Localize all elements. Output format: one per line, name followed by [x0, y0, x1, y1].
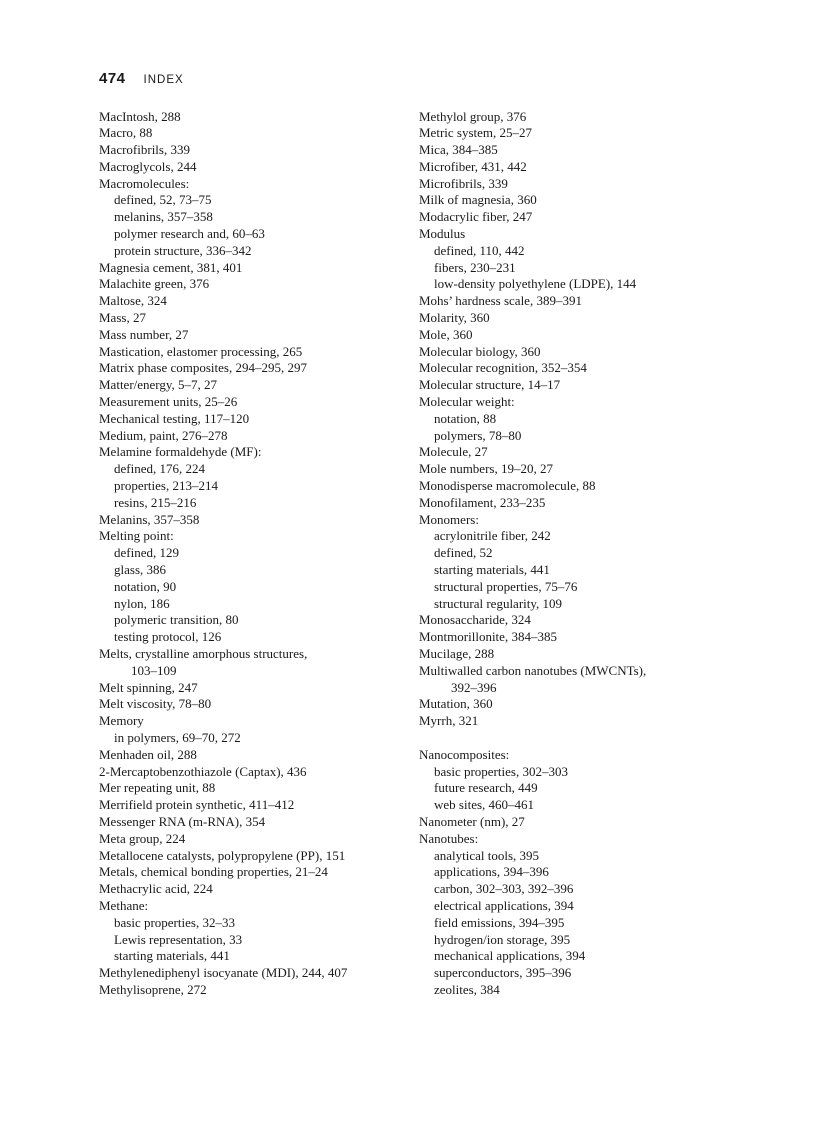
index-subentry: electrical applications, 394	[434, 897, 574, 913]
index-entry: Melts, crystalline amorphous structures,	[99, 646, 308, 661]
index-entry: Memory	[99, 713, 144, 729]
index-entry: Mole, 360	[419, 326, 473, 342]
index-entry: 2-Mercaptobenzothiazole (Captax), 436	[99, 763, 307, 779]
index-entry: Methylenediphenyl isocyanate (MDI), 244, 407	[99, 965, 348, 981]
index-subentry: defined, 110, 442	[434, 242, 525, 258]
running-header	[99, 70, 184, 90]
index-entry: Matter/energy, 5–7, 27	[99, 377, 218, 393]
index-entry: Microfiber, 431, 442	[419, 158, 527, 174]
index-entry: Melanins, 357–358	[99, 511, 200, 527]
index-entry: Metals, chemical bonding properties, 21–24	[99, 864, 328, 880]
index-entry: Molecular weight:	[419, 394, 515, 410]
index-entry: Measurement units, 25–26	[99, 394, 238, 410]
index-subentry: web sites, 460–461	[434, 797, 535, 813]
index-subentry: defined, 176, 224	[114, 461, 205, 477]
index-entry: Microfibrils, 339	[419, 175, 508, 191]
index-entry: Matrix phase composites, 294–295, 297	[99, 360, 307, 376]
index-entry-continuation: 392–396	[451, 679, 497, 695]
index-entry: MacIntosh, 288	[99, 108, 181, 124]
index-subentry: properties, 213–214	[114, 478, 218, 494]
index-entry: Mass number, 27	[99, 326, 189, 342]
index-entry: Monosaccharide, 324	[419, 612, 531, 628]
index-entry: Mer repeating unit, 88	[99, 780, 216, 796]
index-subentry: acrylonitrile fiber, 242	[434, 528, 551, 544]
index-entry: Modulus	[419, 226, 466, 242]
index-entry: Melamine formaldehyde (MF):	[99, 444, 262, 460]
index-entry: Methylisoprene, 272	[99, 981, 207, 997]
index-entry: Mechanical testing, 117–120	[99, 410, 250, 426]
index-subentry: notation, 90	[114, 578, 177, 594]
index-entry: Menhaden oil, 288	[99, 746, 197, 762]
index-subentry: future research, 449	[434, 780, 538, 796]
index-entry: Macro, 88	[99, 125, 153, 141]
index-subentry: superconductors, 395–396	[434, 965, 572, 981]
index-entry: Molecular biology, 360	[419, 343, 541, 359]
index-entry: Mucilage, 288	[419, 646, 495, 661]
index-entry: Milk of magnesia, 360	[419, 192, 537, 208]
index-entry: Macrofibrils, 339	[99, 142, 190, 158]
index-subentry: analytical tools, 395	[434, 847, 540, 863]
index-entry: Monofilament, 233–235	[419, 494, 546, 510]
index-entry: Macromolecules:	[99, 175, 190, 191]
index-subentry: protein structure, 336–342	[114, 242, 252, 258]
index-entry: Maltose, 324	[99, 293, 167, 309]
index-entry: Mass, 27	[99, 310, 146, 326]
index-entry: Methylol group, 376	[419, 108, 527, 124]
index-subentry: carbon, 302–303, 392–396	[434, 881, 574, 897]
index-entry-continuation: 103–109	[131, 662, 177, 678]
index-subentry: starting materials, 441	[434, 562, 550, 578]
index-entry: Magnesia cement, 381, 401	[99, 259, 243, 275]
index-entry: Mutation, 360	[419, 696, 493, 712]
index-subentry: Lewis representation, 33	[114, 931, 243, 947]
index-column-right	[419, 109, 719, 999]
index-entry: Meta group, 224	[99, 830, 186, 846]
index-subentry: resins, 215–216	[114, 494, 197, 510]
index-entry: Nanotubes:	[419, 830, 479, 846]
index-subentry: mechanical applications, 394	[434, 948, 586, 964]
page-number: 474	[99, 70, 126, 87]
index-entry: Molecular recognition, 352–354	[419, 360, 587, 376]
index-subentry: zeolites, 384	[434, 981, 500, 997]
index-subentry: testing protocol, 126	[114, 629, 222, 645]
index-entry: Melting point:	[99, 528, 174, 544]
index-subentry: defined, 129	[114, 545, 179, 561]
index-entry: Mole numbers, 19–20, 27	[419, 461, 553, 477]
section-title: INDEX	[143, 74, 184, 86]
index-subentry: nylon, 186	[114, 595, 170, 611]
index-entry: Modacrylic fiber, 247	[419, 209, 533, 225]
index-subentry: basic properties, 32–33	[114, 914, 235, 930]
index-entry: Molecule, 27	[419, 444, 488, 460]
index-subentry: structural regularity, 109	[434, 595, 563, 611]
index-subentry: melanins, 357–358	[114, 209, 213, 225]
index-subentry: applications, 394–396	[434, 864, 549, 880]
index-subentry: basic properties, 302–303	[434, 763, 568, 779]
index-entry: Messenger RNA (m-RNA), 354	[99, 813, 266, 829]
index-entry: Monodisperse macromolecule, 88	[419, 478, 596, 494]
index-entry: Merrifield protein synthetic, 411–412	[99, 797, 295, 813]
index-subentry: hydrogen/ion storage, 395	[434, 931, 571, 947]
index-subentry: defined, 52, 73–75	[114, 192, 212, 208]
index-entry: Metallocene catalysts, polypropylene (PP), 151	[99, 847, 346, 863]
index-entry: Medium, paint, 276–278	[99, 427, 228, 443]
index-entry: Methacrylic acid, 224	[99, 881, 213, 897]
index-entry: Nanometer (nm), 27	[419, 813, 525, 829]
index-entry: Metric system, 25–27	[419, 125, 533, 141]
index-entry: Molarity, 360	[419, 310, 490, 326]
index-entry: Mohs’ hardness scale, 389–391	[419, 293, 582, 309]
index-entry: Malachite green, 376	[99, 276, 210, 292]
index-entry: Methane:	[99, 897, 149, 913]
index-entry: Melt viscosity, 78–80	[99, 696, 212, 712]
index-subentry: low-density polyethylene (LDPE), 144	[434, 276, 637, 292]
index-subentry: glass, 386	[114, 562, 166, 578]
index-subentry: field emissions, 394–395	[434, 914, 565, 930]
index-subentry: structural properties, 75–76	[434, 578, 578, 594]
index-subentry: notation, 88	[434, 410, 497, 426]
index-entry: Monomers:	[419, 511, 479, 527]
index-subentry: polymeric transition, 80	[114, 612, 239, 628]
index-entry: Myrrh, 321	[419, 713, 479, 729]
section-gap	[419, 730, 719, 747]
index-subentry: starting materials, 441	[114, 948, 230, 964]
index-subentry: defined, 52	[434, 545, 493, 561]
index-entry: Macroglycols, 244	[99, 158, 197, 174]
index-entry: Montmorillonite, 384–385	[419, 629, 557, 645]
index-subentry: fibers, 230–231	[434, 259, 516, 275]
index-subentry: in polymers, 69–70, 272	[114, 729, 241, 745]
index-entry: Molecular structure, 14–17	[419, 377, 561, 393]
index-entry: Mastication, elastomer processing, 265	[99, 343, 303, 359]
index-subentry: polymer research and, 60–63	[114, 226, 265, 242]
index-entry: Nanocomposites:	[419, 746, 510, 762]
index-entry: Mica, 384–385	[419, 142, 498, 158]
index-entry: Melt spinning, 247	[99, 679, 198, 695]
index-entry: Multiwalled carbon nanotubes (MWCNTs),	[419, 662, 647, 678]
index-column-left	[99, 109, 399, 999]
index-subentry: polymers, 78–80	[434, 427, 522, 443]
